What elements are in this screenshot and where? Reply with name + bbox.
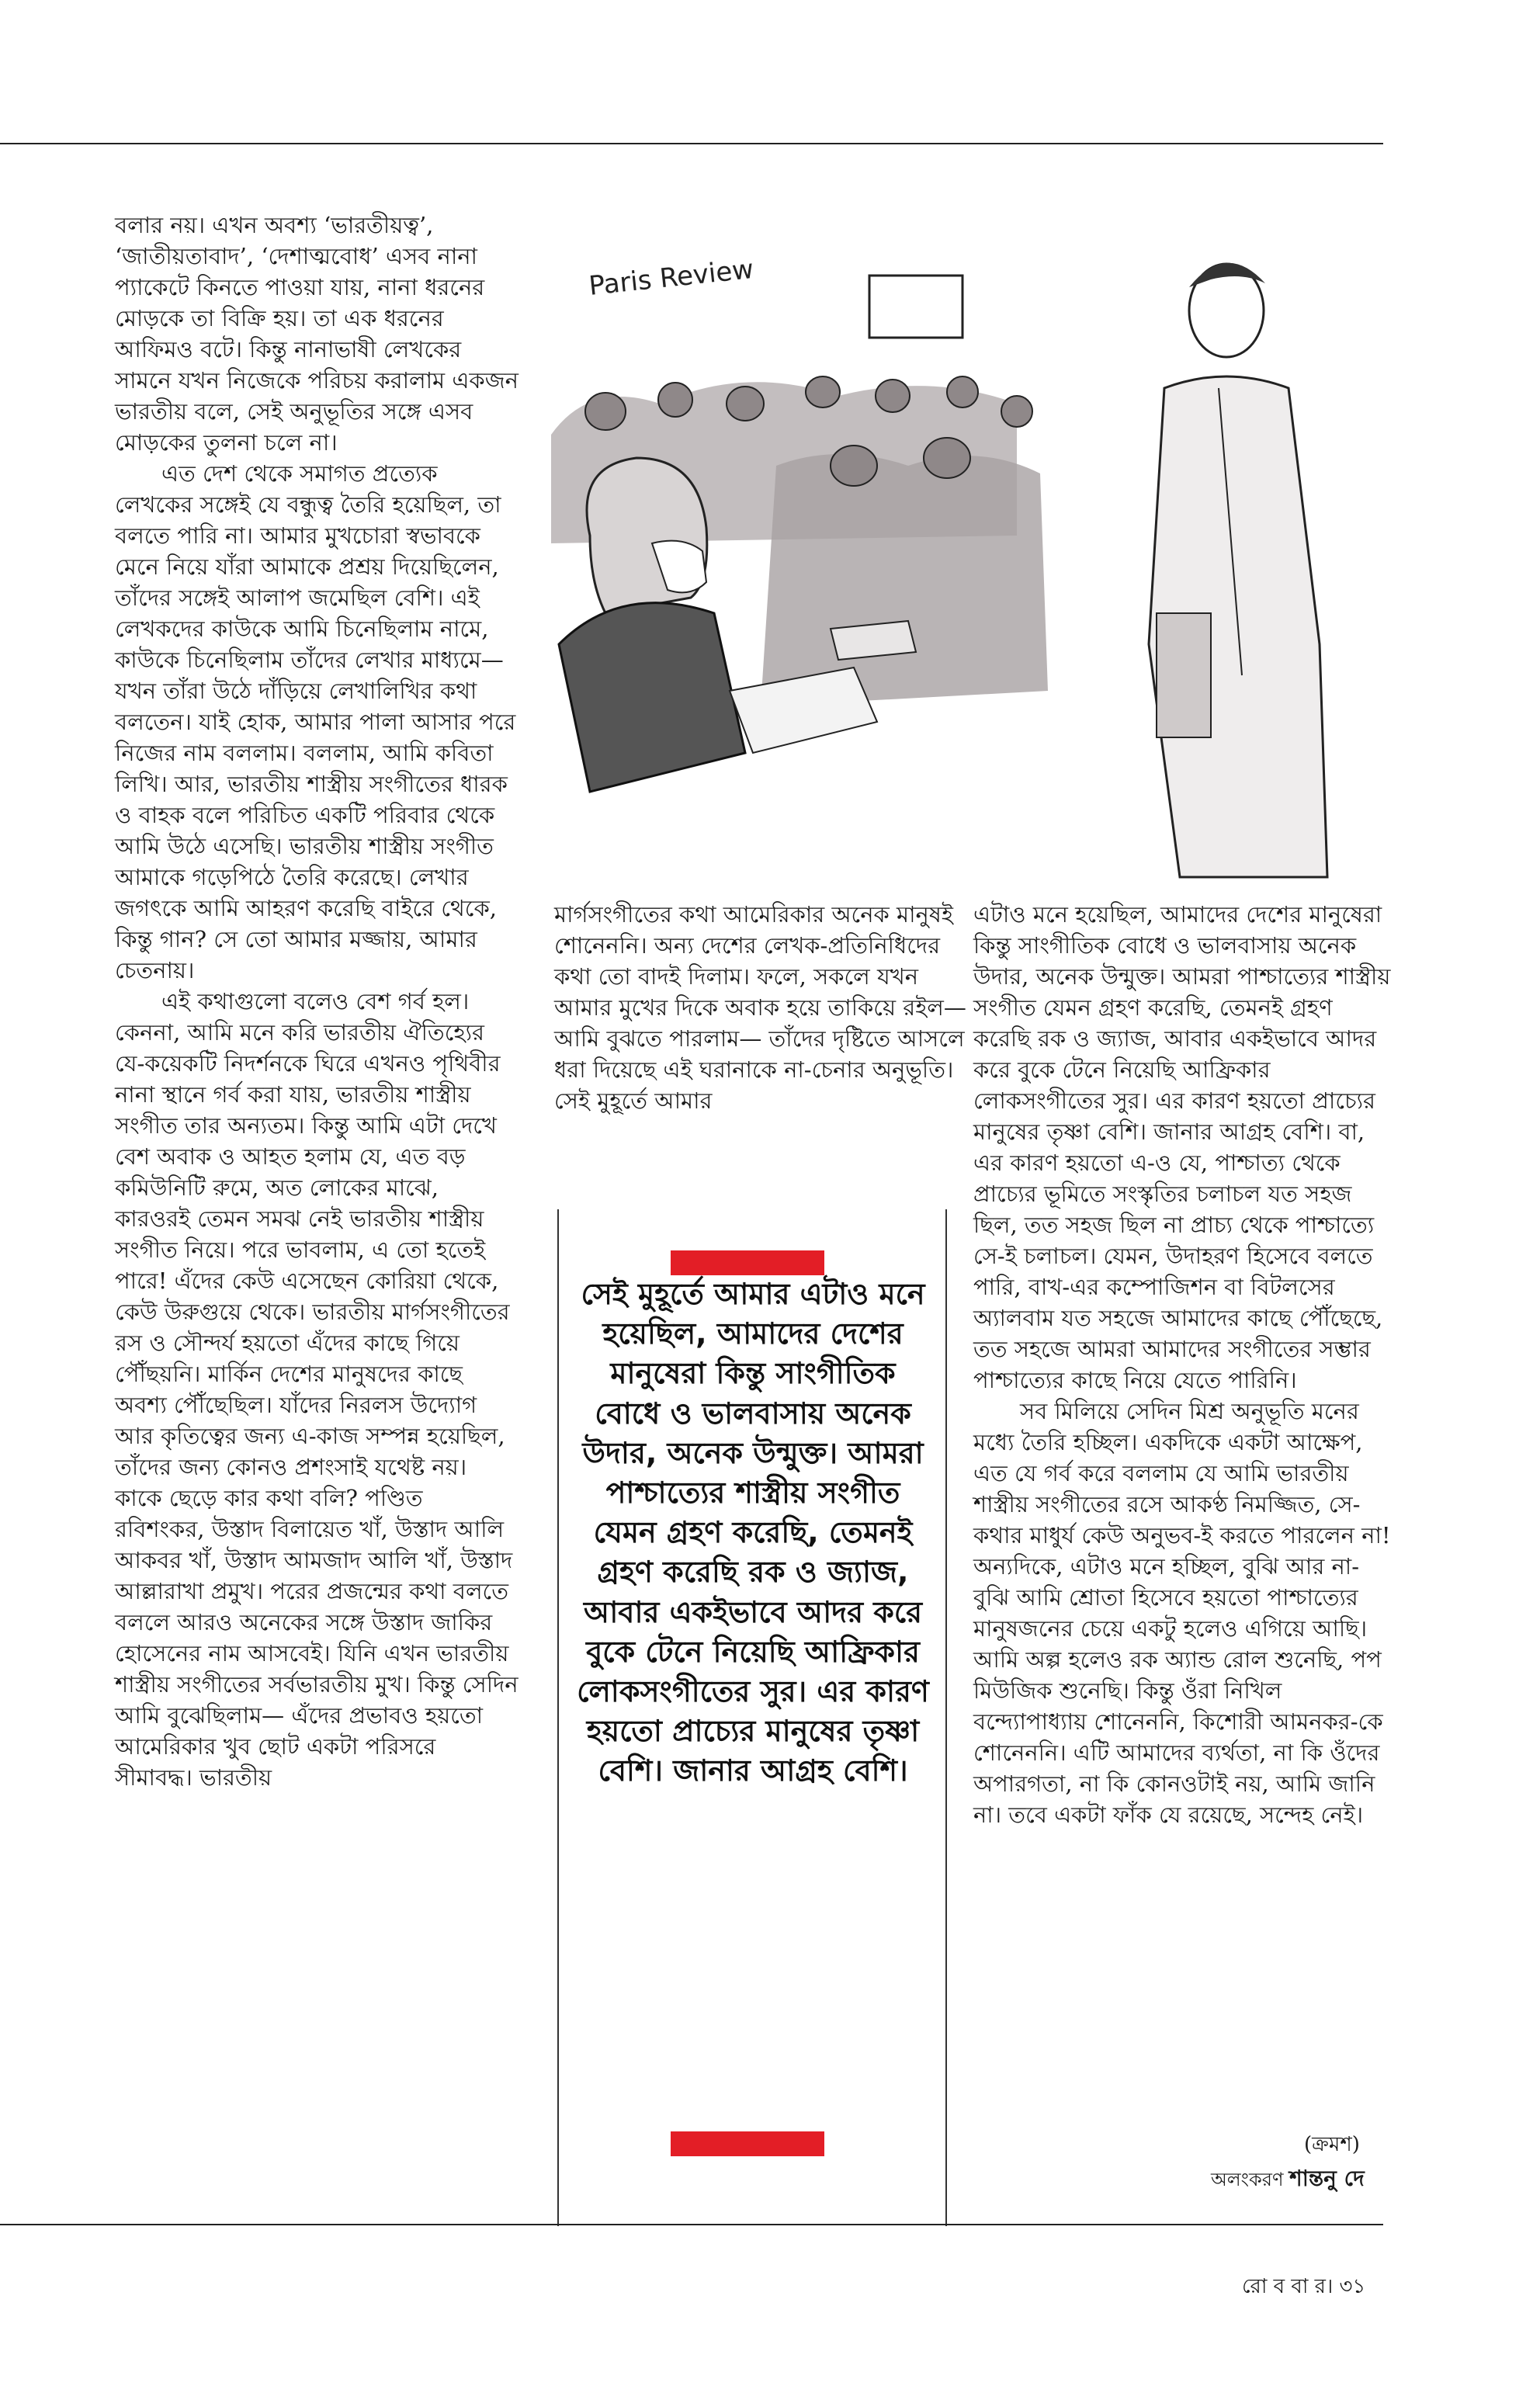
table-wash <box>761 454 1048 706</box>
audience-head <box>947 376 978 408</box>
wall-sign: Paris Review <box>587 253 755 302</box>
audience-head <box>1001 396 1032 427</box>
paragraph: এত দেশ থেকে সমাগত প্রত্যেক লেখকের সঙ্গেই যে বন্ধুত্ব তৈরি হয়েছিল, তা বলতে পারি না। আমার মুখচোরা স্বভাবকে মেনে নিয়ে যাঁরা আমাকে প্রশ্রয় দিয়েছিলেন, তাঁদের সঙ্গেই আলাপ জমেছিল বেশি। এই লেখকদের কাউকে আমি চিনেছিলাম নামে, কাউকে চিনেছিলাম তাঁদের লেখার মাধ্যমে— যখন তাঁরা উঠে দাঁড়িয়ে লেখালিখির কথা বলতেন। যাই হোক, আমার পালা আসার পরে নিজের নাম বললাম। বললাম, আমি কবিতা লিখি। আর, ভারতীয় শাস্ত্রীয় সংগীতের ধারক ও বাহক বলে পরিচিত একটি পরিবার থেকে আমি উঠে এসেছি। ভারতীয় শাস্ত্রীয় সংগীত আমাকে গড়েপিঠে তৈরি করেছে। লেখার জগৎকে আমি আহরণ করেছি বাইরে থেকে, কিন্তু গান? সে তো আমার মজ্জায়, আমার চেতনায়। <box>115 460 516 983</box>
audience-head <box>924 438 970 478</box>
paragraph: এই কথাগুলো বলেও বেশ গর্ব হল। কেননা, আমি মনে করি ভারতীয় ঐতিহ্যের যে-কয়েকটি নিদর্শনকে ঘিরে এখনও পৃথিবীর নানা স্থানে গর্ব করা যায়, ভারতীয় শাস্ত্রীয় সংগীত তার অন্যতম। কিন্তু আমি এটা দেখে বেশ অবাক ও আহত হলাম যে, এত বড় কমিউনিটি রুমে, অত লোকের মাঝে, কারওরই তেমন সমঝ নেই ভারতীয় শাস্ত্রীয় সংগীত নিয়ে। পরে ভাবলাম, এ তো হতেই পারে! এঁদের কেউ এসেছেন কোরিয়া থেকে, কেউ উরুগুয়ে থেকে। ভারতীয় মার্গসংগীতের রস ও সৌন্দর্য হয়তো এঁদের কাছে গিয়ে পৌঁছয়নি। মার্কিন দেশের মানুষদের কাছে অবশ্য পৌঁছেছিল। যাঁদের নিরলস উদ্যোগ আর কৃতিত্বের জন্য এ-কাজ সম্পন্ন হয়েছিল, তাঁদের জন্য কোনও প্রশংসাই যথেষ্ট নয়। কাকে ছেড়ে কার কথা বলি? পণ্ডিত রবিশংকর, উস্তাদ বিলায়েত খাঁ, উস্তাদ আলি আকবর খাঁ, উস্তাদ আমজাদ আলি খাঁ, উস্তাদ আল্লারাখা প্রমুখ। পরের প্রজন্মের কথা বলতে বললে আরও অনেকের সঙ্গে উস্তাদ জাকির হোসেনের নাম আসবেই। যিনি এখন ভারতীয় শাস্ত্রীয় সংগীতের সর্বভারতীয় মুখ। কিন্তু সেদিন আমি বুঝেছিলাম— এঁদের প্রভাবও হয়তো আমেরিকার খুব ছোট একটা পরিসরে সীমাবদ্ধ। ভারতীয় <box>115 988 519 1791</box>
article-column-2 <box>554 899 973 1116</box>
audience-head <box>831 446 877 486</box>
pullquote-divider-right <box>945 1209 947 2226</box>
paragraph: বলার নয়। এখন অবশ্য ‘ভারতীয়ত্ব’, ‘জাতীয়তাবাদ’, ‘দেশাত্মবোধ’ এসব নানা প্যাকেটে কিনতে পাওয়া যায়, নানা ধরনের মোড়কে তা বিক্রি হয়। তা এক ধরনের আফিমও বটে। কিন্তু নানাভাষী লেখকের সামনে যখন নিজেকে পরিচয় করালাম একজন ভারতীয় বলে, সেই অনুভূতির সঙ্গে এসব মোড়কের তুলনা চলে না। <box>115 212 519 456</box>
pullquote-bar-top <box>671 1250 824 1275</box>
audience-head <box>727 387 764 421</box>
credit-label: অলংকরণ <box>1211 2169 1284 2190</box>
woman-body <box>559 603 745 792</box>
audience-head <box>658 383 692 417</box>
paragraph: মার্গসংগীতের কথা আমেরিকার অনেক মানুষই শোনেননি। অন্য দেশের লেখক-প্রতিনিধিদের কথা তো বাদই দিলাম। ফলে, সকলে যখন আমার মুখের দিকে অবাক হয়ে তাকিয়ে রইল— আমি বুঝতে পারলাম— তাঁদের দৃষ্টিতে আসলে ধরা দিয়েছে এই ঘরানাকে না-চেনার অনুভূতি। সেই মুহূর্তে আমার <box>554 901 966 1114</box>
pull-quote: সেই মুহূর্তে আমার এটাও মনে হয়েছিল, আমাদের দেশের মানুষেরা কিন্তু সাংগীতিক বোধে ও ভালবাসায় অনেক উদার, অনেক উন্মুক্ত। আমরা পাশ্চাত্যের শাস্ত্রীয় সংগীত যেমন গ্রহণ করেছি, তেমনই গ্রহণ করেছি রক ও জ্যাজ, আবার একইভাবে আদর করে বুকে টেনে নিয়েছি আফ্রিকার লোকসংগীতের সুর। এর কারণ হয়তো প্রাচ্যের মানুষের তৃষ্ণা বেশি। জানার আগ্রহ বেশি। <box>577 1277 929 1788</box>
audience-head <box>806 376 840 408</box>
article-column-1 <box>115 210 519 1793</box>
illustration-credit <box>1211 2162 1365 2198</box>
article-column-3 <box>973 899 1393 1830</box>
man-bag <box>1157 613 1211 737</box>
continued-label: (ক্রমশ) <box>1304 2133 1360 2156</box>
audience-head <box>876 380 910 412</box>
pullquote-divider-left <box>557 1209 559 2226</box>
page-folio: রো ব বা র। ৩১ <box>1242 2275 1366 2298</box>
papers <box>730 668 877 753</box>
whiteboard <box>869 276 962 338</box>
notebook <box>831 621 916 660</box>
pullquote-bar-bottom <box>671 2131 824 2156</box>
conference-illustration <box>543 210 1391 885</box>
paragraph: এটাও মনে হয়েছিল, আমাদের দেশের মানুষেরা কিন্তু সাংগীতিক বোধে ও ভালবাসায় অনেক উদার, অনেক উন্মুক্ত। আমরা পাশ্চাত্যের শাস্ত্রীয় সংগীত যেমন গ্রহণ করেছি, তেমনই গ্রহণ করেছি রক ও জ্যাজ, আবার একইভাবে আদর করে বুকে টেনে নিয়েছি আফ্রিকার লোকসংগীতের সুর। এর কারণ হয়তো প্রাচ্যের মানুষের তৃষ্ণা বেশি। জানার আগ্রহ বেশি। বা, এর কারণ হয়তো এ-ও যে, পাশ্চাত্য থেকে প্রাচ্যের ভূমিতে সংস্কৃতির চলাচল যত সহজ ছিল, তত সহজ ছিল না প্রাচ্য থেকে পাশ্চাত্যে সে-ই চলাচল। যেমন, উদাহরণ হিসেবে বলতে পারি, বাখ-এর কম্পোজিশন বা বিটলসের অ্যালবাম যত সহজে আমাদের কাছে পৌঁছেছে, তত সহজে আমরা আমাদের সংগীতের সম্ভার পাশ্চাত্যের কাছে নিয়ে যেতে পারিনি। <box>973 901 1391 1393</box>
bottom-rule <box>0 2224 1383 2225</box>
paragraph: সব মিলিয়ে সেদিন মিশ্র অনুভূতি মনের মধ্যে তৈরি হচ্ছিল। একদিকে একটা আক্ষেপ, এত যে গর্ব করে বললাম যে আমি ভারতীয় শাস্ত্রীয় সংগীতের রসে আকণ্ঠ নিমজ্জিত, সে-কথার মাধুর্য কেউ অনুভব-ই করতে পারলেন না! অন্যদিকে, এটাও মনে হচ্ছিল, বুঝি আর না-বুঝি আমি শ্রোতা হিসেবে হয়তো পাশ্চাত্যের মানুষজনের চেয়ে একটু হলেও এগিয়ে আছি। আমি অল্প হলেও রক অ্যান্ড রোল শুনেছি, পপ মিউজিক শুনেছি। কিন্তু ওঁরা নিখিল বন্দ্যোপাধ্যায় শোনেননি, কিশোরী আমনকর-কে শোনেননি। এটি আমাদের ব্যর্থতা, না কি ওঁদের অপারগতা, না কি কোনওটাই নয়, আমি জানি না। তবে একটা ফাঁক যে রয়েছে, সন্দেহ নেই। <box>973 1398 1391 1828</box>
audience-head <box>585 393 626 430</box>
top-rule <box>0 143 1383 144</box>
credit-artist: শান্তনু দে <box>1289 2166 1365 2191</box>
